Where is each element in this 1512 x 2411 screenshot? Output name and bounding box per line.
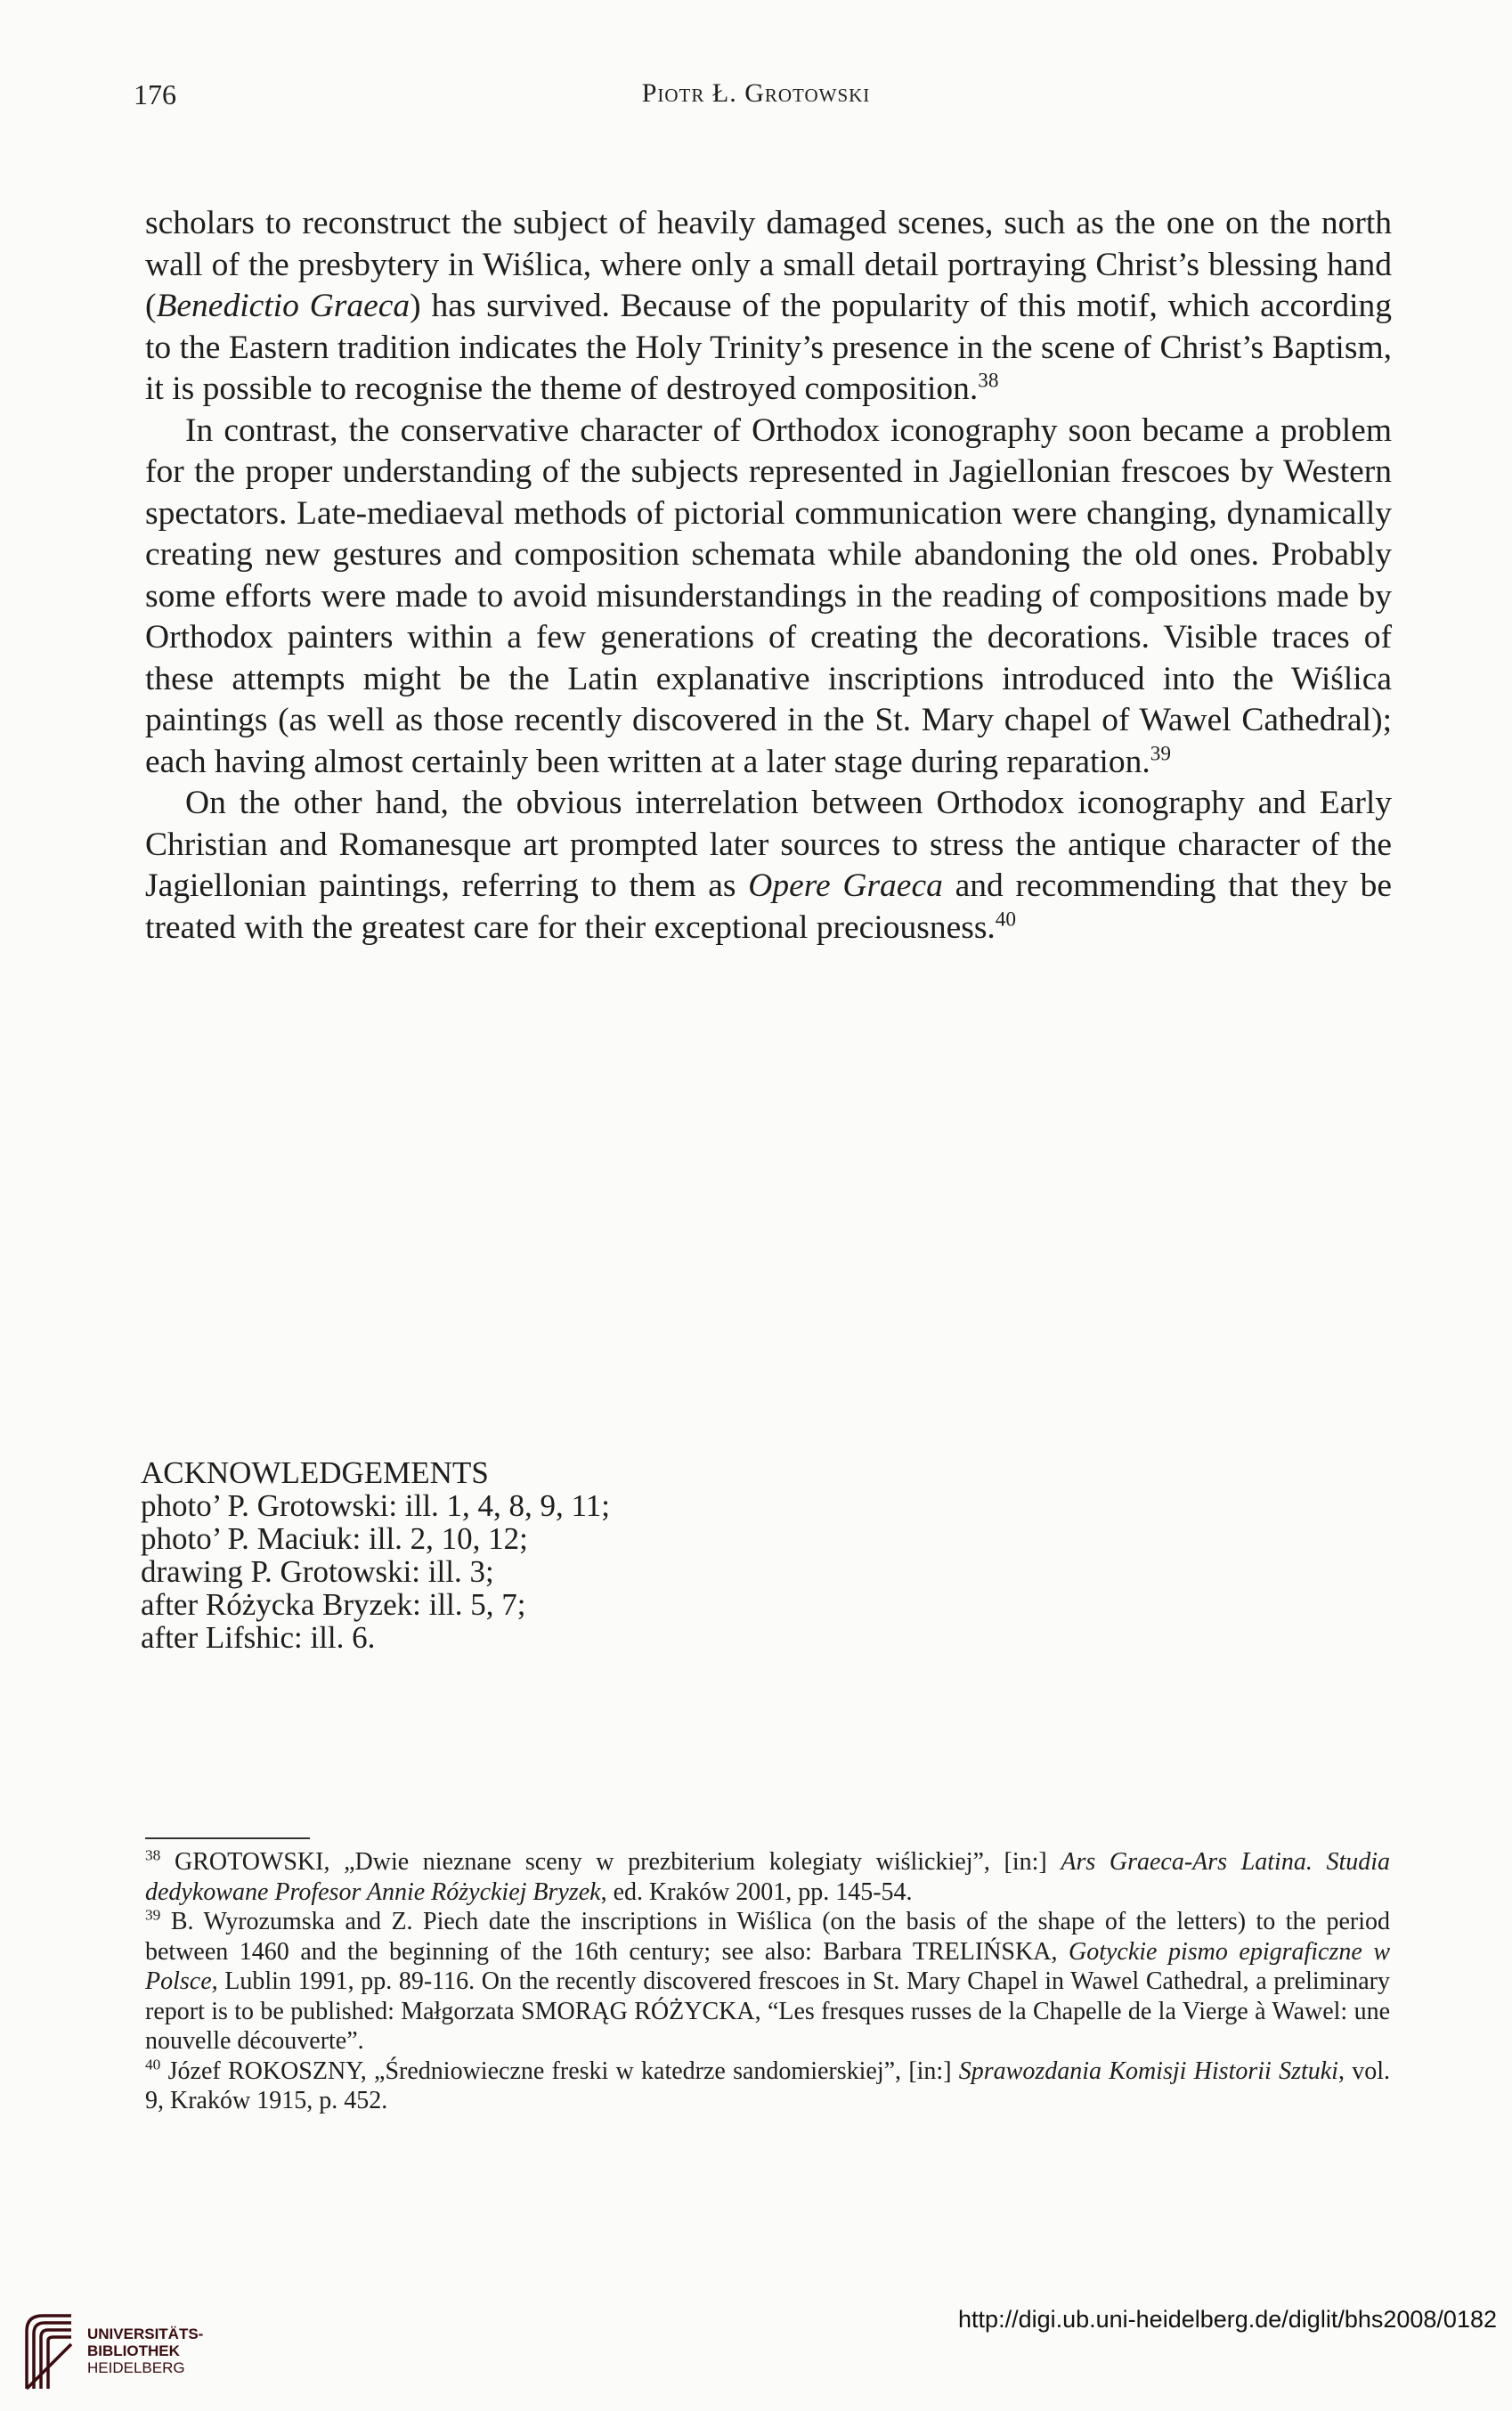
text-run: In contrast, the conservative character of Orthodox iconography soon became a problem for the proper understanding of the subjects represented in Jagiellonian frescoes by Western spectators. Late-mediaeval methods of pictorial communication were changing, dynamically creating new gestures and composition schemata while abandoning the old ones. Probably some efforts were made to avoid misunderstandings in the reading of compositions made by Orthodox painters within a few generations of creating the decorations. Visible traces of these attempts might be the Latin explanative inscriptions introduced into the Wiślica paintings (as well as those recently discovered in the St. Mary chapel of Wawel Cathedral); each having almost certainly been written at a later stage during reparation. bbox=[145, 411, 1392, 780]
acknowledgements bbox=[141, 1456, 610, 1654]
library-logo-icon bbox=[18, 2309, 80, 2393]
text-run: On the other hand, the obvious interrelation between Orthodox iconography and Early Christian and Romanesque art prompted later sources to stress the antique character of the Jagiellonian paintings, referring to them as bbox=[145, 785, 1392, 904]
text-run: , vol. 9, Kraków 1915, p. 452. bbox=[145, 2057, 1390, 2114]
paragraph-2 bbox=[145, 411, 1392, 784]
text-run: and recommending that they be treated with the greatest care for their exceptional preciousness. bbox=[145, 867, 1392, 946]
paragraph-3 bbox=[145, 783, 1392, 949]
footnote-38 bbox=[145, 1847, 1390, 1907]
footnote-ref: 40 bbox=[995, 908, 1017, 931]
italic-title: Ars Graeca-Ars Latina. Studia dedykowane Profesor Annie Różyckiej Bryzek bbox=[145, 1848, 1391, 1906]
italic-term: Opere Graeca bbox=[748, 867, 943, 904]
logo-text bbox=[87, 2325, 203, 2376]
acknowledgement-line: photo’ P. Grotowski: ill. 1, 4, 8, 9, 11; bbox=[141, 1488, 610, 1523]
logo-line: UNIVERSITÄTS- bbox=[87, 2325, 204, 2342]
text-run: B. Wyrozumska and Z. Piech date the inscriptions in Wiślica (on the basis of the shape of the letters) to the period between 1460 and the beginning of the 16th century; see also: Barbara TRELIŃSKA, bbox=[145, 1908, 1390, 1966]
italic-title: Sprawozdania Komisji Historii Sztuki bbox=[958, 2057, 1338, 2085]
logo-line: HEIDELBERG bbox=[87, 2359, 185, 2376]
italic-title: Gotyckie pismo epigraficzne w Polsce, bbox=[145, 1937, 1390, 1995]
acknowledgements-heading: ACKNOWLEDGEMENTS bbox=[141, 1455, 489, 1490]
text-run: , ed. Kraków 2001, pp. 145-54. bbox=[600, 1877, 913, 1906]
acknowledgement-line: drawing P. Grotowski: ill. 3; bbox=[141, 1554, 494, 1589]
logo-line: BIBLIOTHEK bbox=[87, 2342, 180, 2359]
footnotes bbox=[145, 1847, 1390, 2116]
library-logo[interactable] bbox=[18, 2309, 203, 2393]
footnote-number: 40 bbox=[145, 2056, 161, 2073]
footnote-ref: 39 bbox=[1150, 742, 1171, 765]
text-run: Lublin 1991, pp. 89-116. On the recently discovered frescoes in St. Mary Chapel in Wawel Cathedral, a preliminary report is to be published: Małgorzata SMORĄG RÓŻYCKA, “Les fresques russes de la Chapelle de la Vierge à Wawel: une nouvelle découverte”. bbox=[145, 1967, 1390, 2055]
acknowledgement-line: after Różycka Bryzek: ill. 5, 7; bbox=[141, 1587, 526, 1622]
text-run: ) has survived. Because of the popularity of this motif, which according to the Eastern tradition indicates the Holy Trinity’s presence in the scene of Christ’s Baptism, it is possible to recognise the theme of destroyed composition. bbox=[145, 288, 1393, 407]
italic-term: Benedictio Graeca bbox=[156, 288, 411, 324]
page-header bbox=[134, 78, 1378, 123]
text-run: Józef ROKOSZNY, „Średniowieczne freski w katedrze sandomierskiej”, [in:] bbox=[160, 2057, 959, 2085]
footnote-40 bbox=[145, 2057, 1390, 2116]
footnote-39 bbox=[145, 1907, 1390, 2057]
acknowledgement-line: after Lifshic: ill. 6. bbox=[141, 1620, 376, 1655]
text-run: GROTOWSKI, „Dwie nieznane sceny w prezbiterium kolegiaty wiślickiej”, [in:] bbox=[160, 1848, 1061, 1876]
footnote-number: 38 bbox=[145, 1846, 161, 1864]
paragraph-1 bbox=[145, 203, 1392, 411]
page-number: 176 bbox=[134, 78, 176, 110]
footnote-number: 39 bbox=[145, 1906, 161, 1924]
running-head: Piotr Ł. Grotowski bbox=[641, 78, 871, 108]
acknowledgement-line: photo’ P. Maciuk: ill. 2, 10, 12; bbox=[141, 1521, 528, 1556]
footnote-ref: 38 bbox=[978, 369, 999, 393]
footnote-divider bbox=[145, 1837, 310, 1839]
source-url-link[interactable]: http://digi.ub.uni-heidelberg.de/diglit/bhs2008/0182 bbox=[958, 2306, 1497, 2333]
text-run: scholars to reconstruct the subject of heavily damaged scenes, such as the one on the north wall of the presbytery in Wiślica, where only a small detail portraying Christ’s blessing hand ( bbox=[145, 205, 1392, 324]
main-text bbox=[145, 203, 1392, 949]
